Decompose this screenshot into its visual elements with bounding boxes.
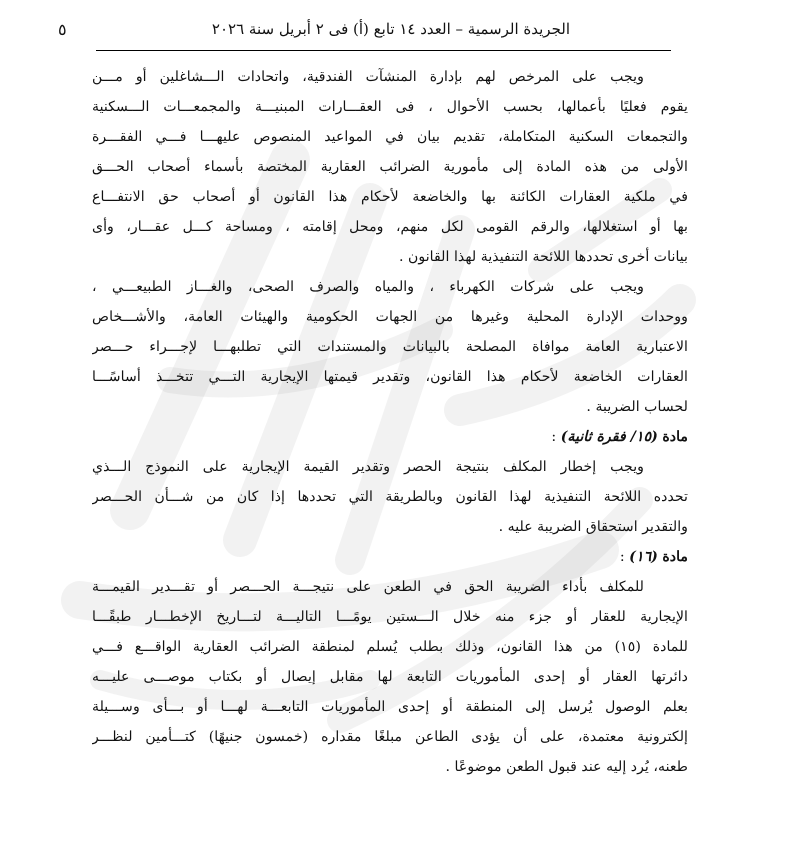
document-body <box>92 62 688 782</box>
paragraph-appeal-right <box>92 572 688 782</box>
text-line: ويجب إخطار المكلف بنتيجة الحصر وتقدير القيمة الإيجارية على النموذج الـــذي <box>92 459 644 475</box>
text-line: بعلم الوصول يُرسل إلى المنطقة أو إحدى المأموريات التابعـــة لهـــا أو بـــأى وســـيلة <box>92 699 688 715</box>
text-line: للمكلف بأداء الضريبة الحق في الطعن على نتيجـــة الحـــصر أو تقـــدير القيمـــة <box>92 579 644 595</box>
header-rule <box>96 50 671 51</box>
paragraph-utilities-obligation <box>92 272 688 422</box>
gazette-title: الجريدة الرسمية – العدد ١٤ تابع (أ) فى ٢ أبريل سنة ٢٠٢٦ <box>211 20 570 38</box>
article-15-heading <box>92 422 688 452</box>
text-line: في ملكية العقارات الكائنة بها والخاضعة لأحكام هذا القانون أو أصحاب حق الانتفـــاع <box>92 189 688 205</box>
text-line: إلكترونية معتمدة، على أن يؤدى الطاعن مبلغًا مقداره (خمسون جنيهًا) كتـــأمين لنظـــر <box>92 729 688 745</box>
text-line: والتقدير استحقاق الضريبة عليه . <box>498 519 688 535</box>
text-line: ووحدات الإدارة المحلية وغيرها من الجهات الحكومية والهيئات العامة، والأشـــخاص <box>92 309 688 325</box>
text-line: لحساب الضريبة . <box>586 399 688 415</box>
article-number: (١٦) <box>629 549 658 565</box>
text-line: بيانات أخرى تحددها اللائحة التنفيذية لهذا القانون . <box>398 249 688 265</box>
article-colon: : <box>619 549 625 565</box>
text-line: الإيجارية للعقار أو جزء منه خلال الـــستين يومًـــا التاليـــة لتـــاريخ الإخطـــار طبقًـــا <box>92 609 688 625</box>
article-16-heading <box>92 542 688 572</box>
article-number: (١٥/ فقرة ثانية) <box>560 429 658 445</box>
text-line: دائرتها العقار أو إحدى المأموريات التابعة لها مقابل إيصال أو بكتاب موصـــى عليـــه <box>92 669 688 685</box>
article-colon: : <box>551 429 557 445</box>
page-number: ٥ <box>58 20 67 39</box>
text-line: الاعتبارية العامة موافاة المصلحة بالبيانات والمستندات التي تطلبهـــا لإجـــراء حـــصر <box>92 339 688 355</box>
text-line: الأولى من هذه المادة إلى مأمورية الضرائب العقارية المختصة بأسماء أصحاب الحـــق <box>92 159 688 175</box>
text-line: بها أو استغلالها، والرقم القومى لكل منهم، ومحل إقامته ، ومساحة كـــل عقـــار، وأى <box>92 219 688 235</box>
text-line: ويجب على شركات الكهرباء ، والمياه والصرف الصحى، والغـــاز الطبيعـــي ، <box>92 279 644 295</box>
article-label: مادة <box>662 429 688 445</box>
paragraph-property-declarations <box>92 62 688 272</box>
text-line: ويجب على المرخص لهم بإدارة المنشآت الفندقية، واتحادات الـــشاغلين أو مـــن <box>92 69 644 85</box>
text-line: تحدده اللائحة التنفيذية لهذا القانون وبالطريقة التي تحددها إذا كان من شـــأن الحـــصر <box>92 489 688 505</box>
text-line: والتجمعات السكنية المتكاملة، تقديم بيان في المواعيد المنصوص عليهـــا فـــي الفقـــرة <box>92 129 688 145</box>
article-label: مادة <box>662 549 688 565</box>
text-line: العقارات الخاضعة لأحكام هذا القانون، وتقدير قيمتها الإيجارية التـــي تتخـــذ أساسًـــا <box>92 369 688 385</box>
text-line: طعنه، يُرد إليه عند قبول الطعن موضوعًا . <box>445 759 688 775</box>
page-header <box>58 20 570 46</box>
text-line: يقوم فعليًا بأعمالها، بحسب الأحوال ، فى العقـــارات المبنيـــة والمجمعـــات الـــسكنية <box>92 99 688 115</box>
text-line: للمادة (١٥) من هذا القانون، وذلك بطلب يُسلم لمنطقة الضرائب العقارية الواقـــع فـــي <box>92 639 688 655</box>
paragraph-notification <box>92 452 688 542</box>
